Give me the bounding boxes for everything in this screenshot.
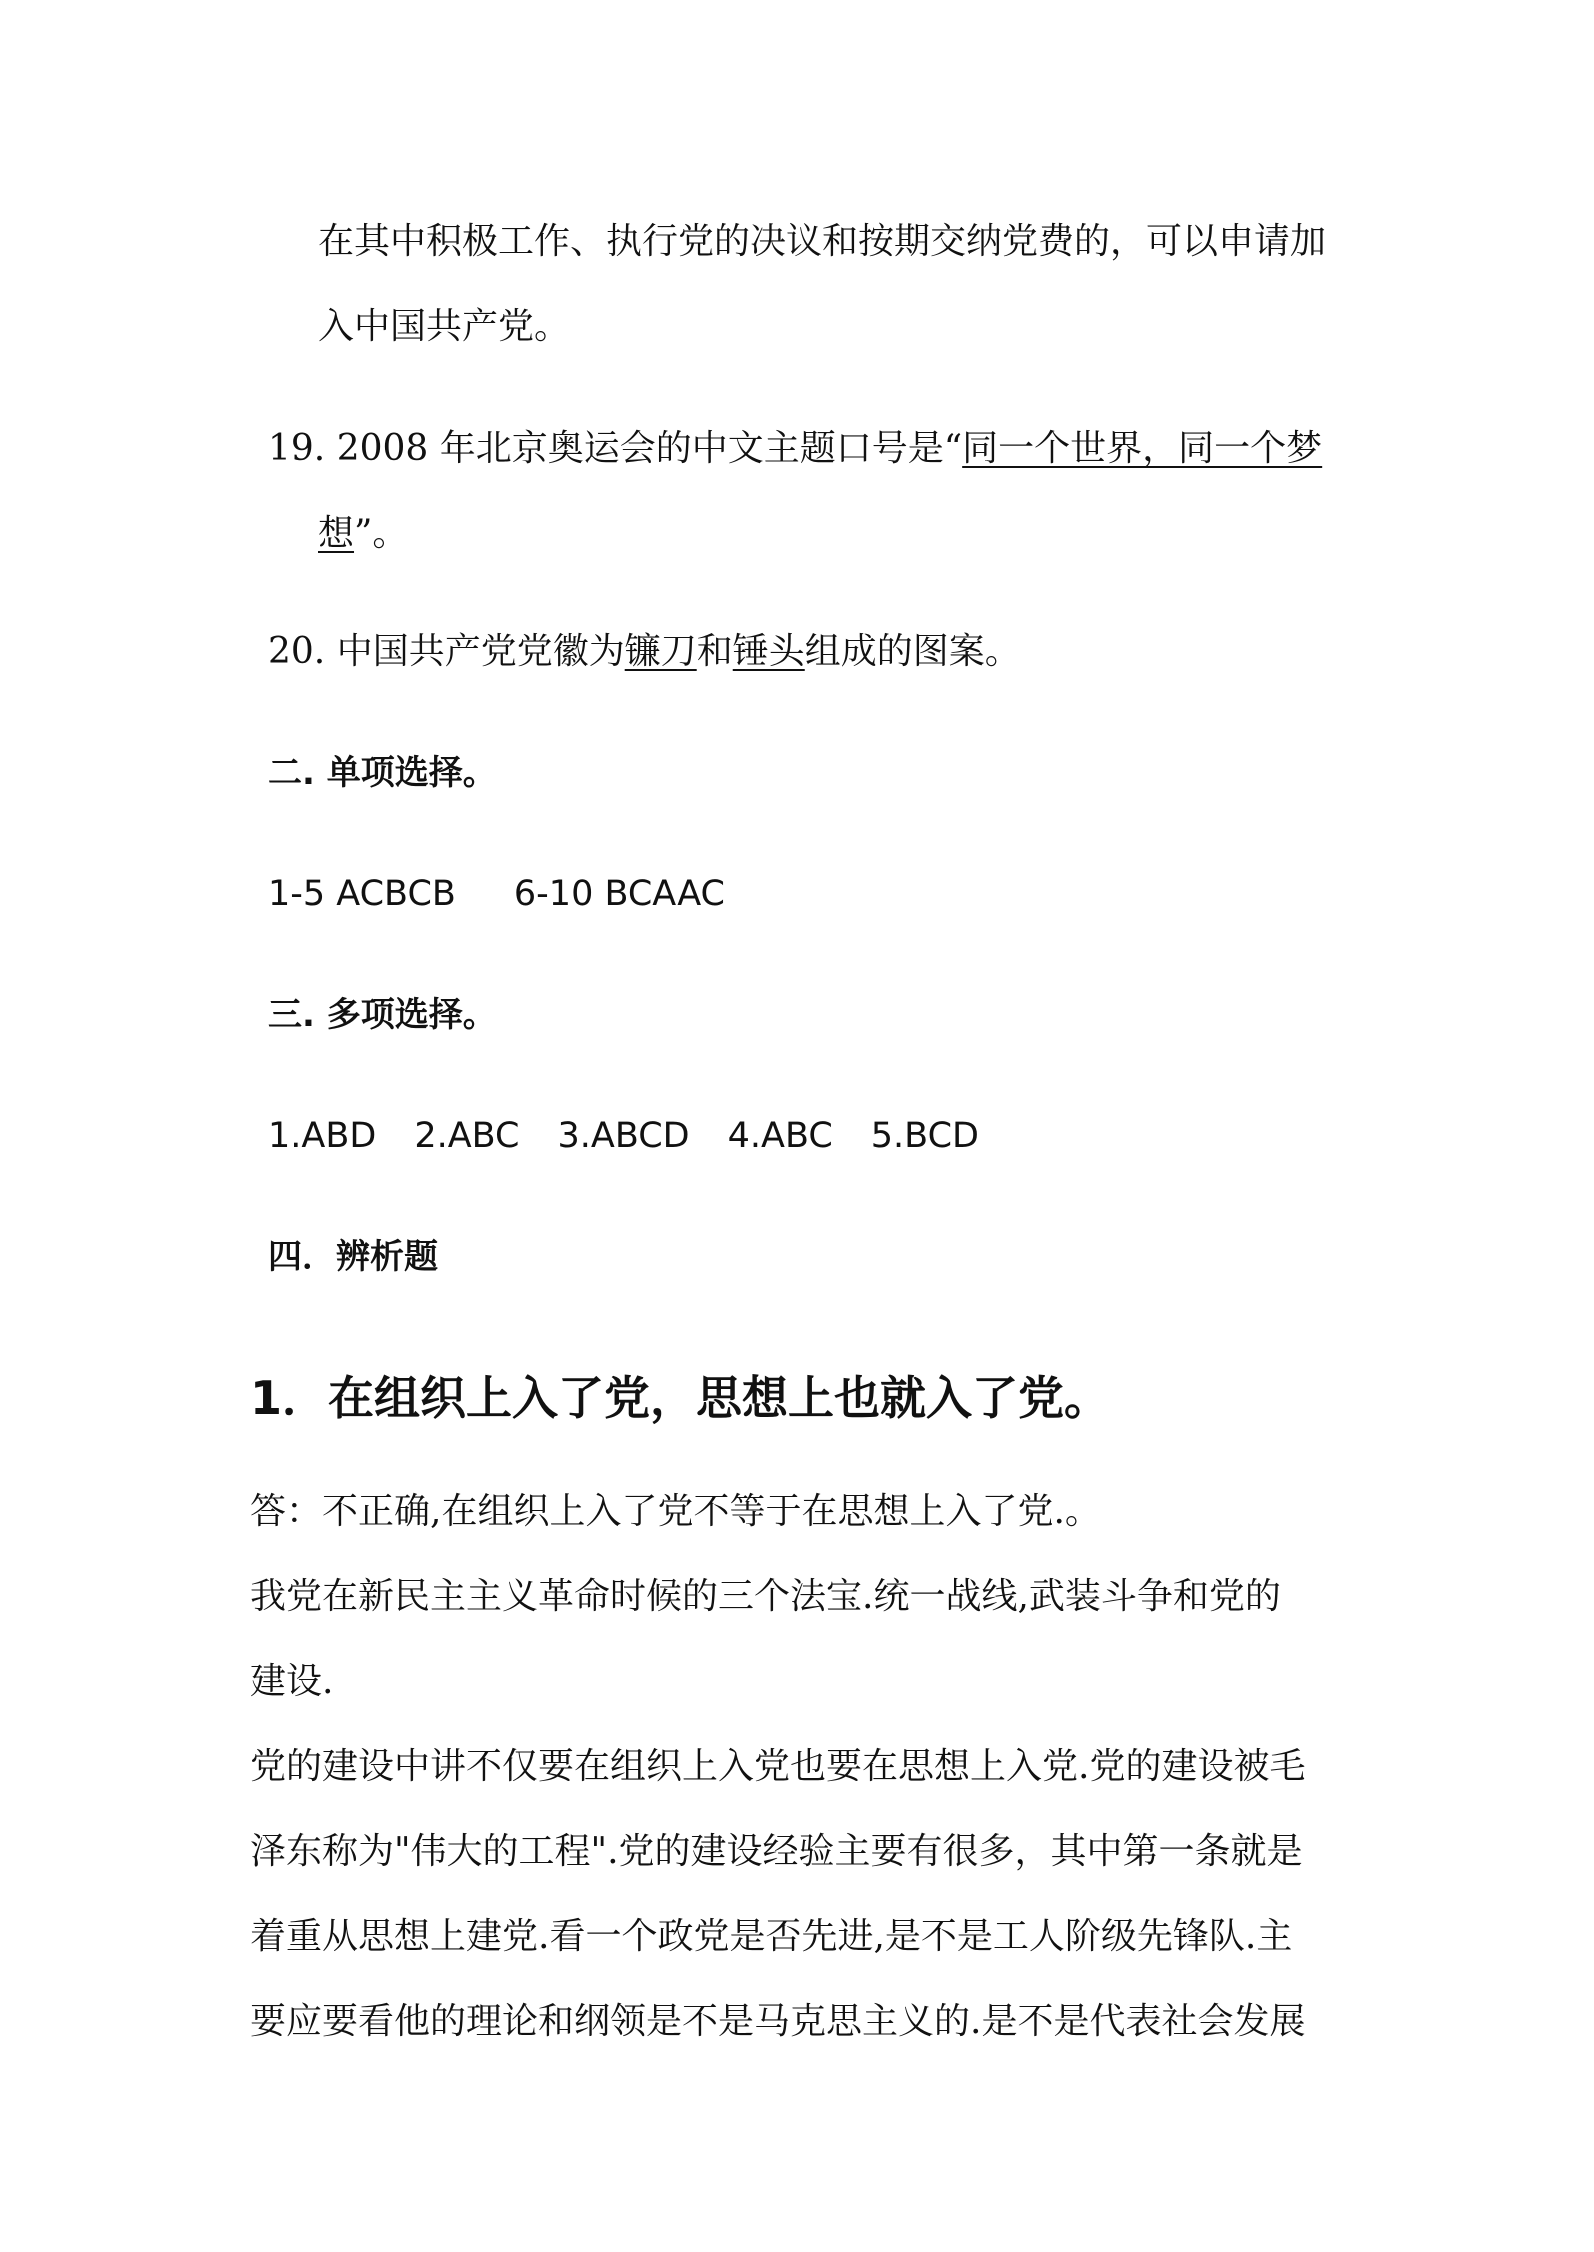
question-19 bbox=[268, 427, 1322, 471]
single-choice-answers bbox=[268, 872, 725, 916]
answer-paragraph-line: 我党在新民主主义革命时候的三个法宝.统一战线,武装斗争和党的 bbox=[250, 1576, 1281, 1617]
question-19-cont bbox=[318, 512, 408, 556]
question-20-suffix: 组成的图案。 bbox=[804, 631, 1021, 672]
answer-item: 3.ABCD bbox=[557, 1116, 690, 1156]
answer-item: 2.ABC bbox=[414, 1116, 520, 1156]
answer-paragraph-line: 答：不正确,在组织上入了党不等于在思想上入了党.。 bbox=[250, 1491, 1101, 1532]
question-19-answer-cont: 想 bbox=[318, 513, 355, 554]
question-20-prefix: 20. 中国共产党党徽为 bbox=[268, 631, 625, 672]
question-20-mid: 和 bbox=[696, 631, 733, 672]
answer-paragraph-line: 建设. bbox=[250, 1661, 334, 1702]
question-19-suffix: ”。 bbox=[354, 513, 409, 554]
text-line: 在其中积极工作、执行党的决议和按期交纳党费的，可以申请加 bbox=[318, 221, 1327, 262]
analysis-question-1-title: 1．在组织上入了党，思想上也就入了党。 bbox=[250, 1371, 1111, 1425]
answers-6-10: 6-10 BCAAC bbox=[513, 874, 725, 914]
answers-1-5: 1-5 ACBCB bbox=[268, 874, 456, 914]
question-19-prefix: 19. 2008 年北京奥运会的中文主题口号是“ bbox=[268, 428, 963, 469]
text-line: 入中国共产党。 bbox=[318, 306, 571, 347]
section-heading-analysis: 四．辨析题 bbox=[268, 1237, 438, 1277]
answer-paragraph-line: 要应要看他的理论和纲领是不是马克思主义的.是不是代表社会发展 bbox=[250, 2001, 1306, 2042]
answer-item: 1.ABD bbox=[268, 1116, 377, 1156]
question-19-answer: 同一个世界，同一个梦 bbox=[962, 428, 1323, 469]
question-20-answer-2: 锤头 bbox=[732, 631, 805, 672]
answer-paragraph-line: 泽东称为"伟大的工程".党的建设经验主要有很多，其中第一条就是 bbox=[250, 1831, 1303, 1872]
section-heading-multi-choice: 三. 多项选择。 bbox=[268, 995, 497, 1035]
question-20 bbox=[268, 630, 1021, 674]
question-20-answer-1: 镰刀 bbox=[624, 631, 697, 672]
answer-item: 5.BCD bbox=[870, 1116, 979, 1156]
answer-paragraph-line: 着重从思想上建党.看一个政党是否先进,是不是工人阶级先锋队.主 bbox=[250, 1916, 1293, 1957]
multi-choice-answers bbox=[268, 1114, 979, 1158]
answer-paragraph-line: 党的建设中讲不仅要在组织上入党也要在思想上入党.党的建设被毛 bbox=[250, 1746, 1306, 1787]
section-heading-single-choice: 二. 单项选择。 bbox=[268, 753, 497, 793]
answer-item: 4.ABC bbox=[727, 1116, 833, 1156]
